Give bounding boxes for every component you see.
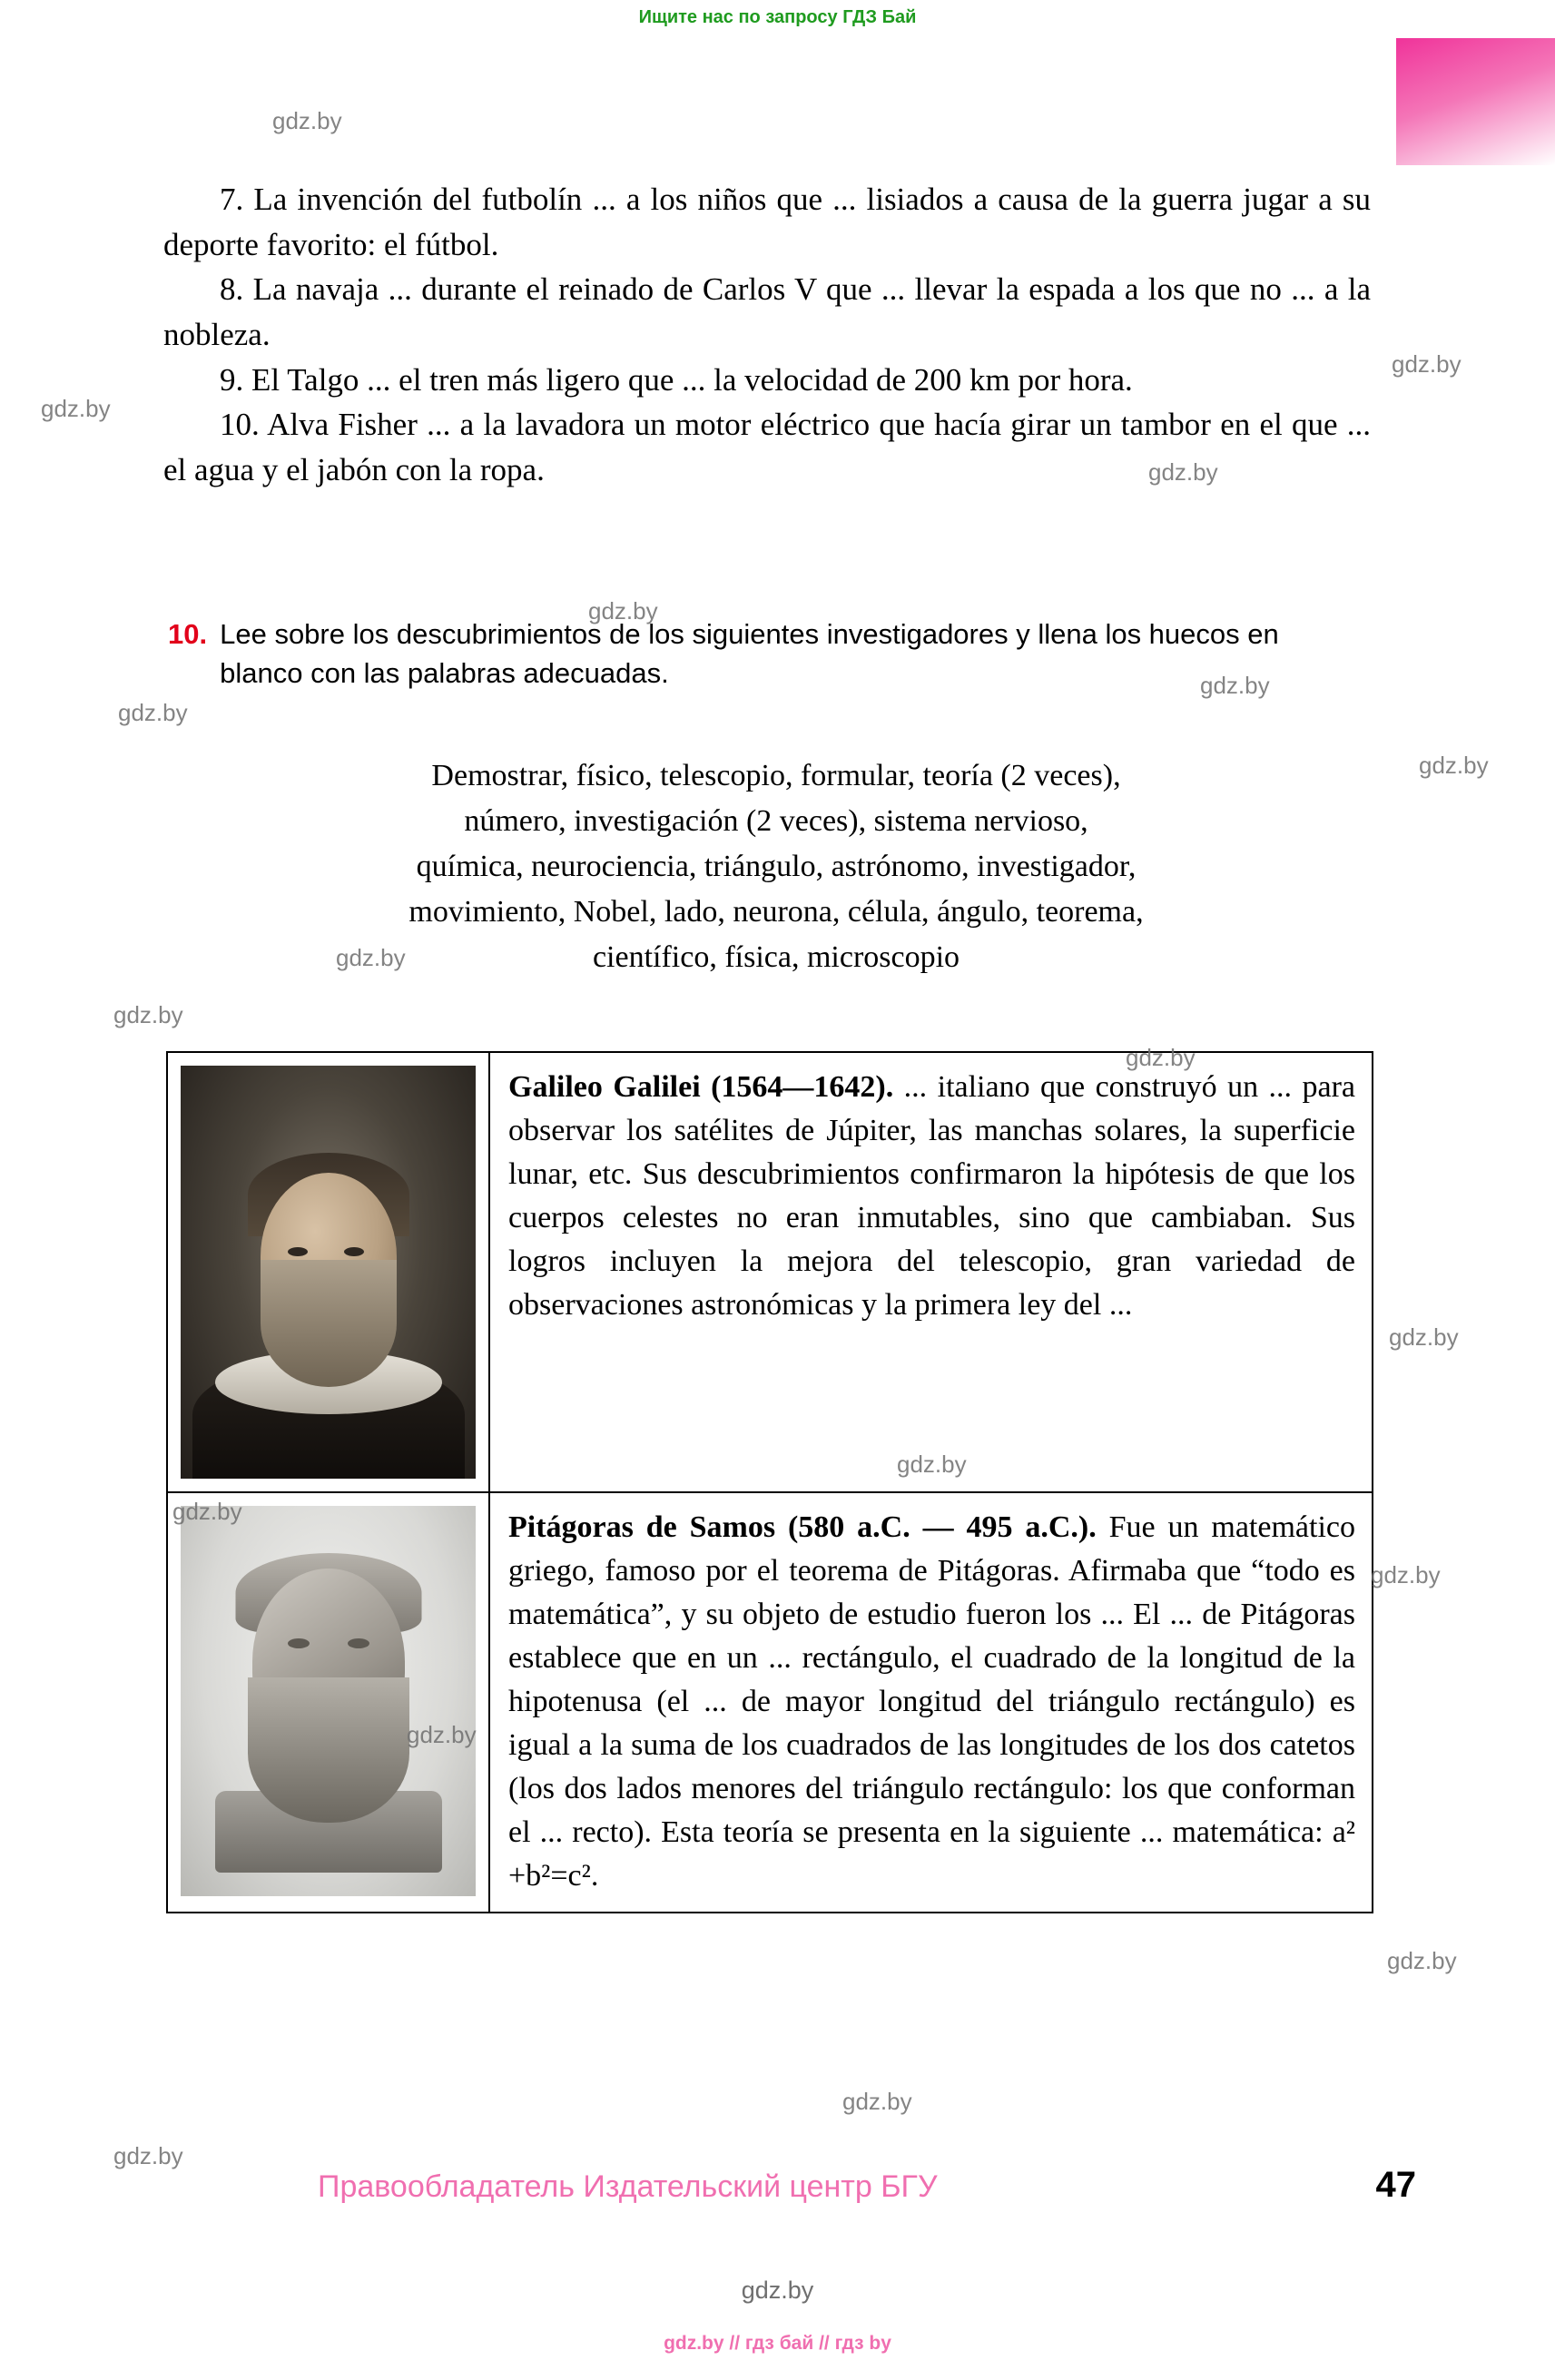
- table-cell-text: [490, 1493, 1372, 1912]
- word-bank-line: movimiento, Nobel, lado, neurona, célula, ángulo, teorema,: [408, 894, 1144, 929]
- pythagoras-bust: [181, 1506, 476, 1896]
- table-cell-image: [168, 1493, 490, 1912]
- watermark-text: gdz.by: [1148, 458, 1218, 486]
- watermark-text: gdz.by: [41, 395, 111, 422]
- corner-gradient-decoration: [1396, 38, 1555, 165]
- scientists-table: [166, 1051, 1373, 1913]
- watermark-bottom-links: gdz.by // гдз бай // гдз by: [664, 2333, 891, 2354]
- watermark-text: gdz.by: [842, 2088, 912, 2115]
- task-number: 10.: [168, 618, 208, 650]
- watermark-text: gdz.by: [118, 699, 188, 726]
- list-item: [163, 267, 1371, 357]
- copyright-notice: Правообладатель Издательский центр БГУ: [318, 2169, 938, 2204]
- galileo-portrait: [181, 1066, 476, 1479]
- word-bank-line: química, neurociencia, triángulo, astrónomo, investigador,: [416, 849, 1137, 883]
- item-number: 8.: [220, 271, 244, 308]
- item-number: 9.: [220, 361, 244, 398]
- watermark-text: gdz.by: [336, 944, 406, 971]
- table-cell-image: [168, 1053, 490, 1491]
- word-bank: [182, 753, 1371, 980]
- watermark-text: gdz.by: [113, 2142, 183, 2169]
- watermark-text: gdz.by: [1419, 752, 1489, 779]
- watermark-text: gdz.by: [113, 1001, 183, 1028]
- word-bank-line: número, investigación (2 veces), sistema nervioso,: [464, 803, 1088, 838]
- watermark-text: gdz.by: [272, 107, 342, 134]
- watermark-text: gdz.by: [897, 1451, 967, 1478]
- exercise-list: [163, 177, 1371, 493]
- list-item: [163, 358, 1371, 403]
- task-instruction: Lee sobre los descubrimientos de los siguientes investigadores y llena los huecos en blanco con las palabras adecuadas.: [220, 618, 1279, 689]
- watermark-text: gdz.by: [1387, 1947, 1457, 1974]
- item-number: 7.: [220, 182, 244, 217]
- watermark-text: gdz.by: [1126, 1044, 1196, 1071]
- item-number: 10.: [220, 407, 260, 443]
- watermark-text: gdz.by: [1392, 350, 1462, 378]
- word-bank-line: científico, física, microscopio: [592, 939, 960, 974]
- word-bank-line: Demostrar, físico, telescopio, formular, teoría (2 veces),: [431, 759, 1121, 792]
- watermark-text: gdz.by: [1200, 672, 1270, 699]
- item-text: La invención del futbolín ... a los niños que ... lisiados a causa de la guerra jugar a su deporte favorito: el fútbol.: [163, 182, 1372, 262]
- scientist-description: ... italiano que construyó un ... para observar los satélites de Júpiter, las manchas solares, la superficie lunar, etc. Sus descubrimientos confirmaron la hipótesis de que los cuerpos celestes no eran inmutables, sino que cambiaban. Sus logros incluyen la mejora del telescopio, gran variedad de observaciones astronómicas y la primera ley del ...: [508, 1070, 1355, 1322]
- watermark-bottom-main: gdz.by: [741, 2277, 814, 2304]
- scientist-name: Pitágoras de Samos (580 a.C. — 495 a.C.).: [508, 1510, 1097, 1544]
- watermark-text: gdz.by: [1371, 1561, 1441, 1588]
- item-text: Alva Fisher ... a la lavadora un motor eléctrico que hacía girar un tambor en el que ... el agua y el jabón con la ropa.: [163, 407, 1372, 488]
- page-number: 47: [1375, 2165, 1416, 2205]
- item-text: La navaja ... durante el reinado de Carlos V que ... llevar la espada a los que no ... a la nobleza.: [163, 271, 1371, 353]
- table-row: [168, 1053, 1372, 1491]
- site-promo-banner: Ищите нас по запросу ГДЗ Бай: [638, 7, 917, 27]
- task-10: [168, 615, 1366, 693]
- watermark-text: gdz.by: [588, 597, 658, 625]
- watermark-text: gdz.by: [1389, 1323, 1459, 1351]
- list-item: [163, 177, 1371, 267]
- scientist-name: Galileo Galilei (1564—1642).: [508, 1070, 894, 1104]
- watermark-text: gdz.by: [407, 1721, 477, 1748]
- scientist-description: Fue un matemático griego, famoso por el teorema de Pitágoras. Afirmaba que “todo es matemática”, y su objeto de estudio fueron los ... El ... de Pitágoras establece que en un ... rectángulo, el cuadrado de la longitud de la hipotenusa (el ... de mayor longitud del triángulo rectángulo) es igual a la suma de los cuadrados de las longitudes de los dos catetos (los dos lados menores del triángulo rectángulo: los que conforman el ... recto). Esta teoría se presenta en la siguiente ... matemática: a² +b²=c².: [508, 1510, 1355, 1893]
- table-row: [168, 1491, 1372, 1912]
- table-cell-text: [490, 1053, 1372, 1491]
- item-text: El Talgo ... el tren más ligero que ... la velocidad de 200 km por hora.: [251, 361, 1133, 398]
- list-item: [163, 402, 1371, 492]
- watermark-text: gdz.by: [172, 1498, 242, 1525]
